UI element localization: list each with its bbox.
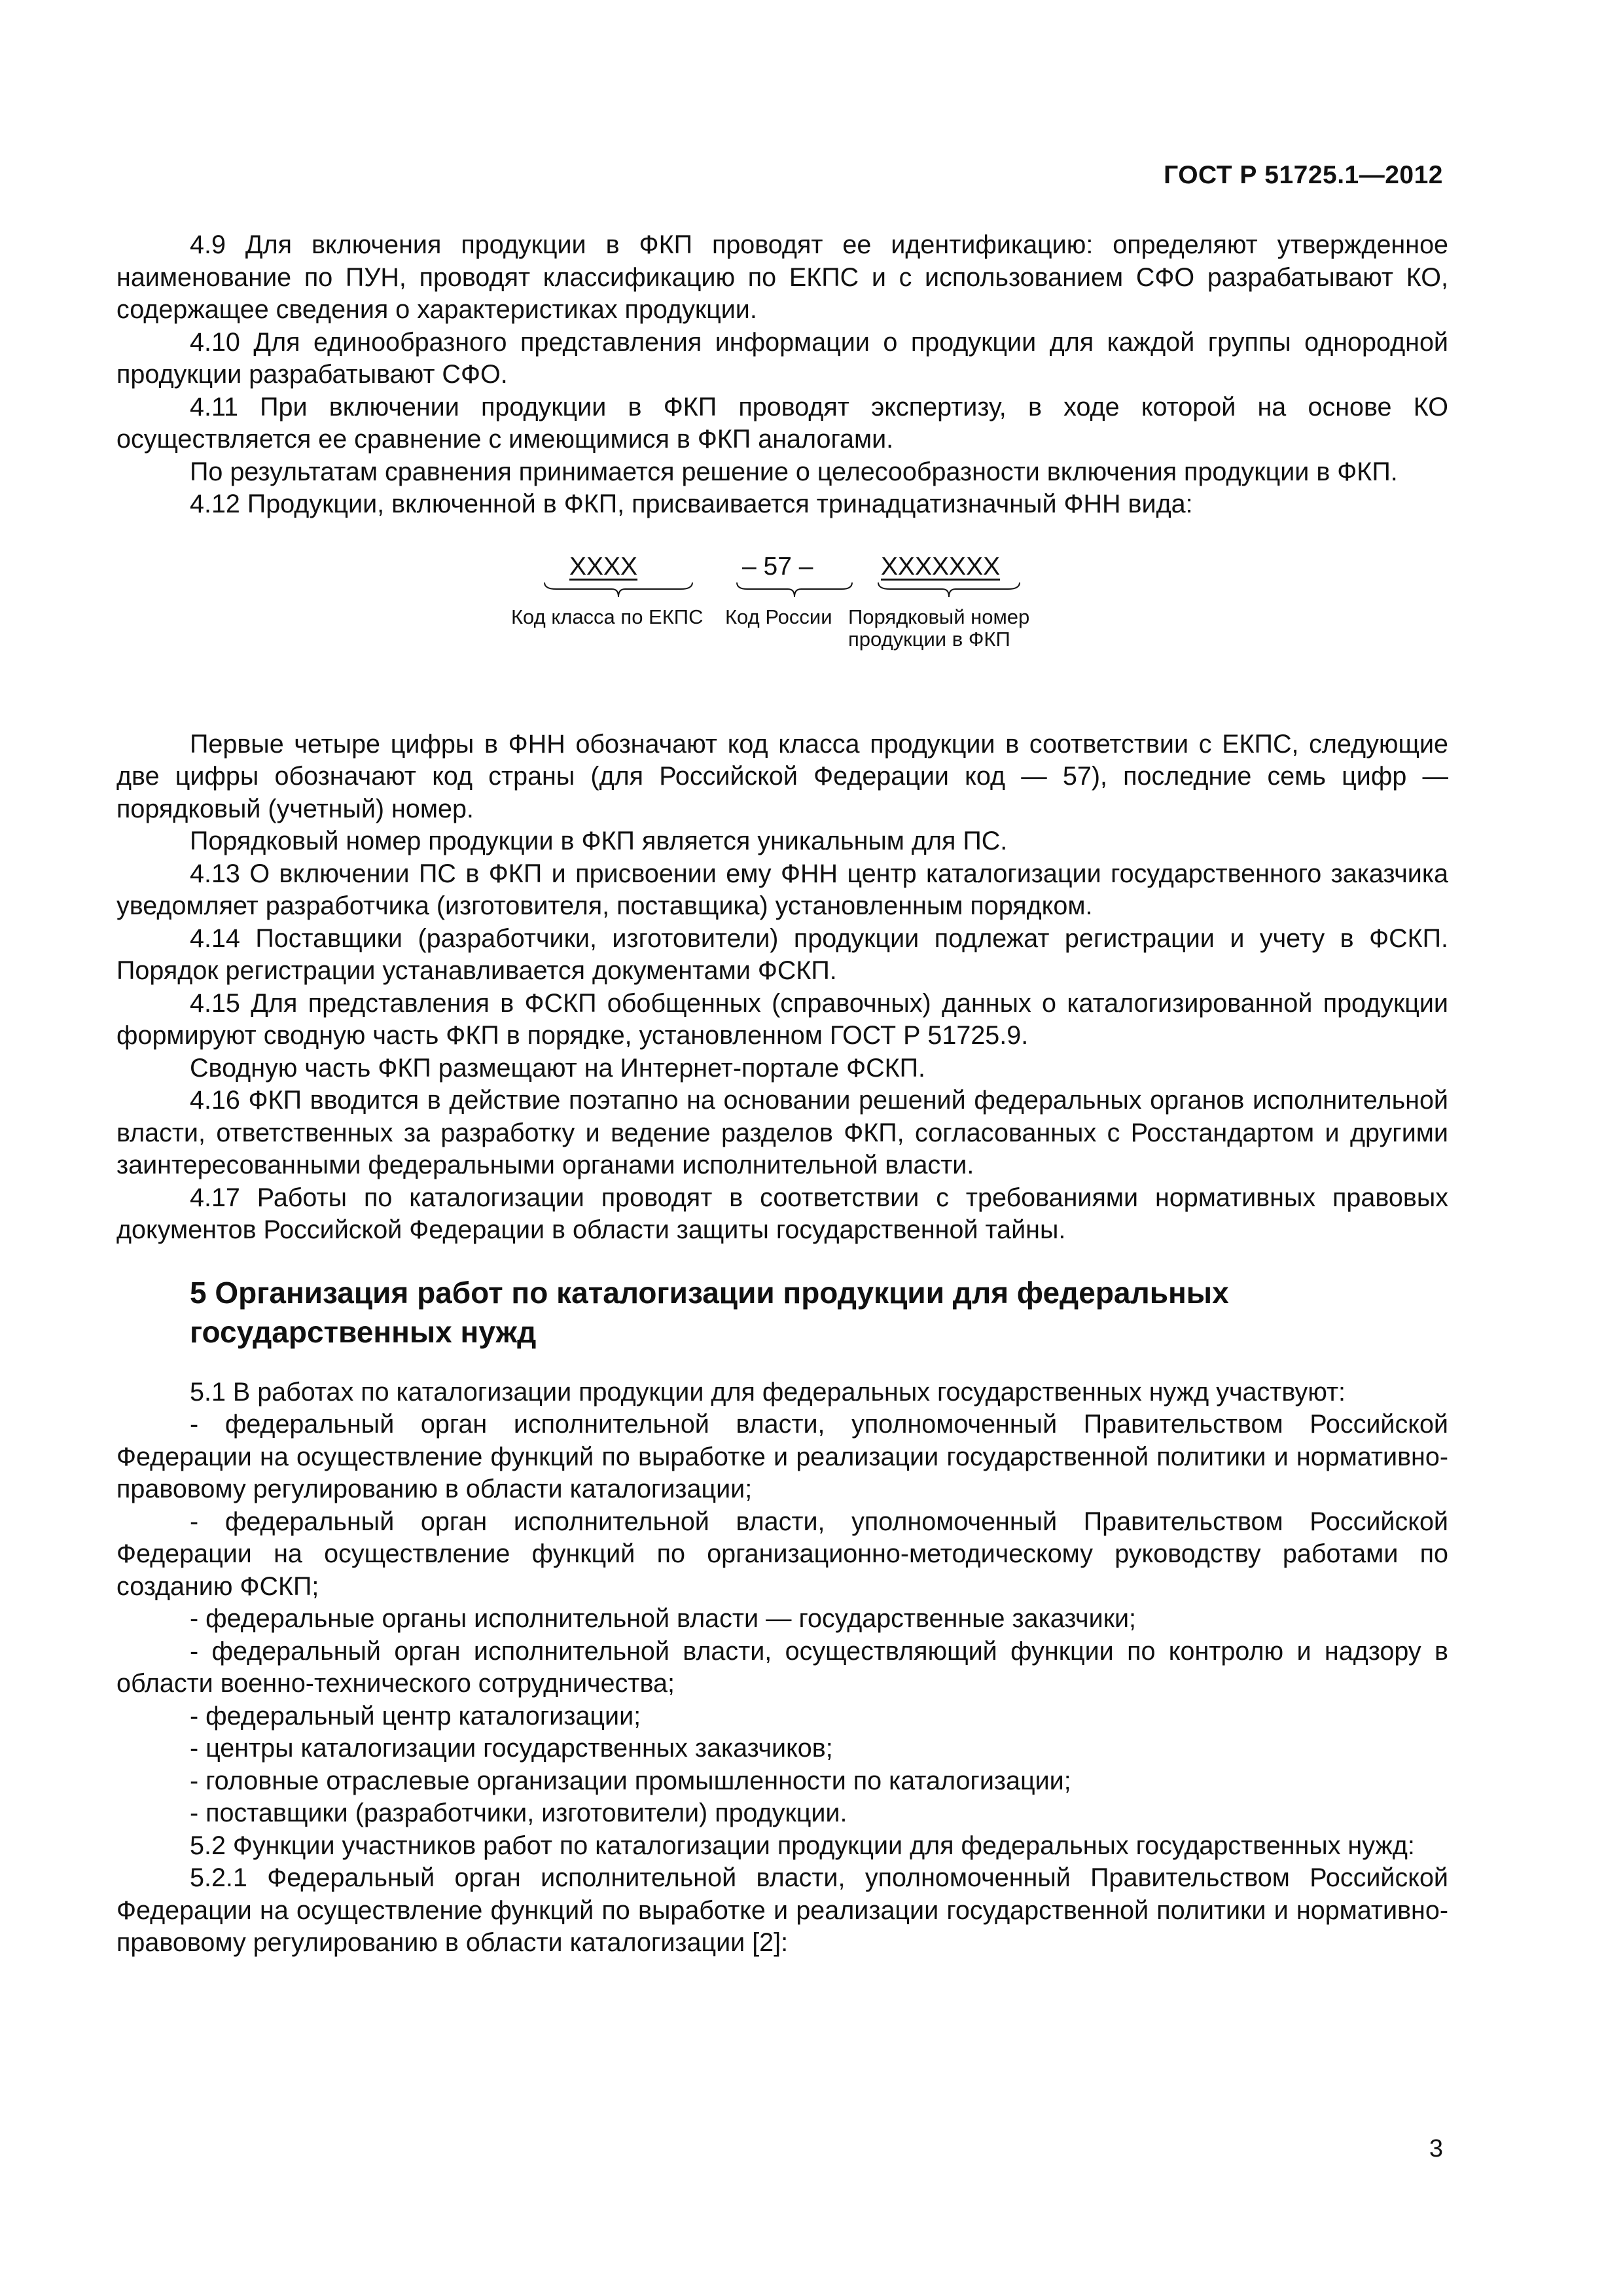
caption-russia-code: Код России bbox=[725, 605, 832, 628]
paragraph-4-10: 4.10 Для единообразного представления информации о продукции для каждой группы однородной продукции разрабатывают СФО. bbox=[116, 327, 1448, 389]
paragraph-4-15: 4.15 Для представления в ФСКП обобщенных (справочных) данных о каталогизированной продукции формируют сводную часть ФКП в порядке, установленном ГОСТ Р 51725.9. bbox=[116, 988, 1448, 1050]
caption-serial-line1: Порядковый номер bbox=[848, 605, 1030, 628]
list-item: - поставщики (разработчики, изготовители) продукции. bbox=[190, 1799, 847, 1827]
paragraph-4-11: 4.11 При включении продукции в ФКП проводят экспертизу, в ходе которой на основе КО осуществляется ее сравнение с имеющимися в ФКП аналогами. bbox=[116, 392, 1448, 454]
page-number: 3 bbox=[1429, 2135, 1443, 2162]
paragraph-4-14: 4.14 Поставщики (разработчики, изготовители) продукции подлежат регистрации и учету в ФСКП. Порядок регистрации устанавливается документами ФСКП. bbox=[116, 924, 1448, 985]
document-body bbox=[116, 229, 1448, 1960]
formula-country-code: – 57 – bbox=[742, 552, 813, 581]
list-item: - центры каталогизации государственных заказчиков; bbox=[190, 1734, 833, 1763]
formula-serial-code: XXXXXXX bbox=[881, 552, 1001, 581]
fnn-formula bbox=[116, 552, 1448, 713]
paragraph-comparison-result: По результатам сравнения принимается решение о целесообразности включения продукции в ФКП. bbox=[190, 457, 1398, 486]
section-5-title-line2: государственных нужд bbox=[190, 1314, 537, 1349]
caption-class-code: Код класса по ЕКПС bbox=[511, 605, 704, 628]
section-5-title bbox=[190, 1273, 1448, 1352]
paragraph-4-12: 4.12 Продукции, включенной в ФКП, присваивается тринадцатизначный ФНН вида: bbox=[190, 490, 1193, 518]
paragraph-4-13: 4.13 О включении ПС в ФКП и присвоении ему ФНН центр каталогизации государственного заказчика уведомляет разработчика (изготовителя, поставщика) установленным порядком. bbox=[116, 859, 1448, 920]
paragraph-5-2: 5.2 Функции участников работ по каталогизации продукции для федеральных государственных нужд: bbox=[190, 1831, 1415, 1860]
brace-icon bbox=[736, 581, 853, 598]
paragraph-5-1: 5.1 В работах по каталогизации продукции для федеральных государственных нужд участвуют: bbox=[190, 1377, 1346, 1407]
paragraph-4-9: 4.9 Для включения продукции в ФКП проводят ее идентификацию: определяют утвержденное наименование по ПУН, проводят классификацию по ЕКПС и с использованием СФО разрабатывают КО, содержащее сведения о характеристиках продукции. bbox=[116, 230, 1448, 324]
paragraph-summary-portal: Сводную часть ФКП размещают на Интернет-портале ФСКП. bbox=[190, 1053, 925, 1083]
brace-icon bbox=[877, 581, 1021, 598]
section-5-title-line1: 5 Организация работ по каталогизации продукции для федеральных bbox=[190, 1275, 1229, 1310]
list-item: - федеральные органы исполнительной власти — государственные заказчики; bbox=[190, 1604, 1137, 1633]
list-item: - федеральный орган исполнительной власти, уполномоченный Правительством Российской Федерации на осуществление функций по выработке и реализации государственной политики и нормативно-правовому регулированию в области каталогизации; bbox=[116, 1410, 1448, 1503]
paragraph-unique-number: Порядковый номер продукции в ФКП является уникальным для ПС. bbox=[190, 827, 1008, 855]
caption-serial-line2: продукции в ФКП bbox=[848, 627, 1010, 651]
paragraph-4-16: 4.16 ФКП вводится в действие поэтапно на основании решений федеральных органов исполнительной власти, ответственных за разработку и ведение разделов ФКП, согласованных с Росстандартом и другими заинтересованными федеральными органами исполнительной власти. bbox=[116, 1086, 1448, 1179]
paragraph-4-17: 4.17 Работы по каталогизации проводят в соответствии с требованиями нормативных правовых документов Российской Федерации в области защиты государственной тайны. bbox=[116, 1183, 1448, 1244]
list-item: - федеральный орган исполнительной власти, осуществляющий функции по контролю и надзору в области военно-технического сотрудничества; bbox=[116, 1636, 1448, 1698]
list-item: - федеральный центр каталогизации; bbox=[190, 1701, 641, 1731]
list-item: - федеральный орган исполнительной власти, уполномоченный Правительством Российской Федерации на осуществление функций по организационно-методическому руководству работами по созданию ФСКП; bbox=[116, 1507, 1448, 1601]
document-code-header: ГОСТ Р 51725.1—2012 bbox=[1164, 161, 1443, 189]
brace-icon bbox=[543, 581, 694, 598]
list-item: - головные отраслевые организации промышленности по каталогизации; bbox=[190, 1766, 1071, 1795]
paragraph-5-2-1: 5.2.1 Федеральный орган исполнительной власти, уполномоченный Правительством Российской Федерации на осуществление функций по выработке и реализации государственной политики и нормативно-правовому регулированию в области каталогизации [2]: bbox=[116, 1863, 1448, 1957]
formula-class-code: XXXX bbox=[569, 552, 638, 581]
paragraph-digits-meaning: Первые четыре цифры в ФНН обозначают код класса продукции в соответствии с ЕКПС, следующие две цифры обозначают код страны (для Российской Федерации код — 57), последние семь цифр — порядковый (учетный) номер. bbox=[116, 729, 1448, 823]
